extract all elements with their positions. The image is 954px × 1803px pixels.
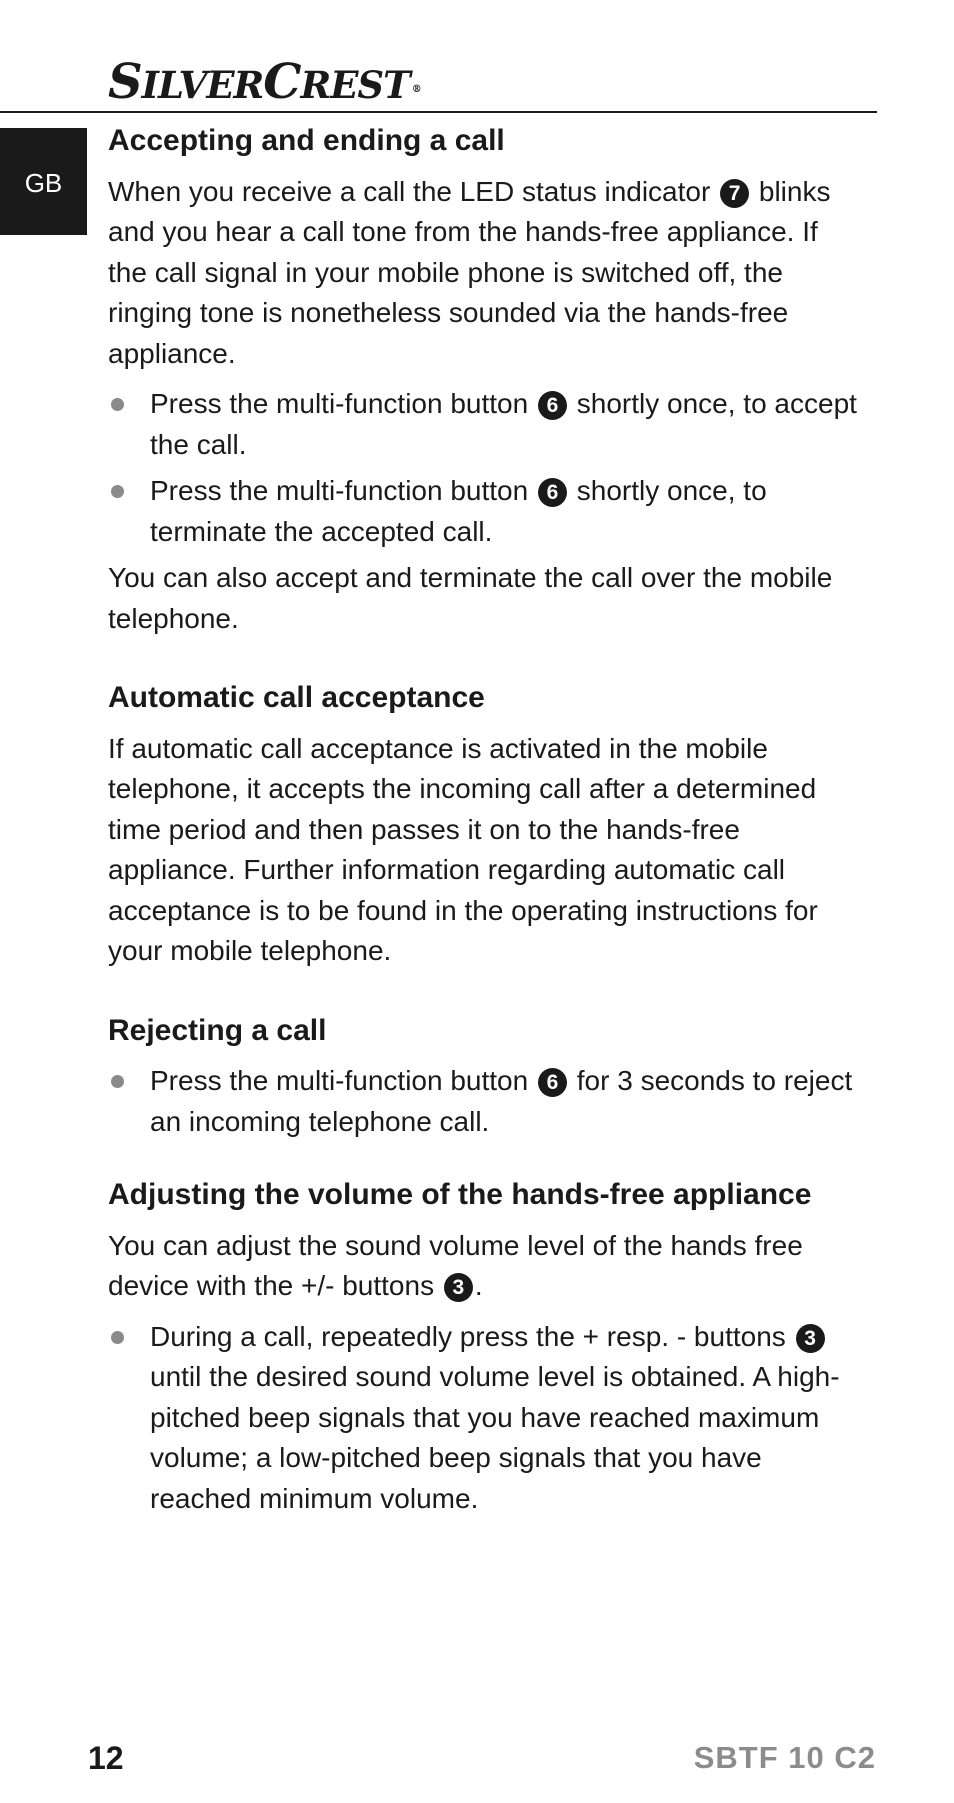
section-title-rejecting: Rejecting a call xyxy=(108,1013,327,1047)
page-number: 12 xyxy=(88,1740,124,1776)
section-title-automatic: Automatic call acceptance xyxy=(108,681,485,714)
ref-number-badge: 7 xyxy=(720,179,749,208)
ref-number-badge: 6 xyxy=(538,478,567,507)
section-title-accepting: Accepting and ending a call xyxy=(108,124,505,157)
bullet-icon xyxy=(111,1331,124,1344)
list-item: Press the multi-function button 6 shortly once, to accept the call. xyxy=(108,384,860,465)
ref-number-badge: 3 xyxy=(796,1324,825,1353)
ref-number-badge: 3 xyxy=(444,1273,473,1302)
ref-number-badge: 6 xyxy=(538,1068,567,1097)
language-tab: GB xyxy=(0,128,87,235)
accepting-list xyxy=(108,384,860,552)
list-item: Press the multi-function button 6 for 3 seconds to reject an incoming telephone call. xyxy=(108,1061,860,1142)
registered-mark: ® xyxy=(411,83,421,95)
automatic-text: If automatic call acceptance is activated in the mobile telephone, it accepts the incoming call after a determined time period and then passes it on to the hands-free appliance. Further information regarding automatic call acceptance is to be found in the operating instructions for your mobile telephone. xyxy=(108,732,818,966)
bullet-icon xyxy=(111,485,124,498)
section-title-volume: Adjusting the volume of the hands-free appliance xyxy=(108,1178,812,1211)
bullet-icon xyxy=(111,398,124,411)
ref-number-badge: 6 xyxy=(538,391,567,420)
list-item: During a call, repeatedly press the + resp. - buttons 3 until the desired sound volume level is obtained. A high-pitched beep signals that you have reached maximum volume; a low-pitched beep signals that you have reached minimum volume. xyxy=(108,1317,860,1520)
bullet-icon xyxy=(111,1075,124,1088)
model-number: SBTF 10 C2 xyxy=(693,1740,876,1775)
page-content xyxy=(108,122,860,1525)
list-item: Press the multi-function button 6 shortly once, to terminate the accepted call. xyxy=(108,471,860,552)
accepting-outro: You can also accept and terminate the call over the mobile telephone. xyxy=(108,562,833,634)
volume-list xyxy=(108,1317,860,1520)
volume-intro: You can adjust the sound volume level of the hands free device with the +/- buttons 3 . xyxy=(108,1229,803,1301)
rejecting-list xyxy=(108,1061,860,1142)
brand-logo: SILVERCREST ® xyxy=(108,54,421,110)
header-rule xyxy=(0,111,877,113)
accepting-intro: When you receive a call the LED status indicator 7 blinks and you hear a call tone from the hands-free appliance. If the call signal in your mobile phone is switched off, the ringing tone is nonetheless sounded via the hands-free appliance. xyxy=(108,175,831,369)
